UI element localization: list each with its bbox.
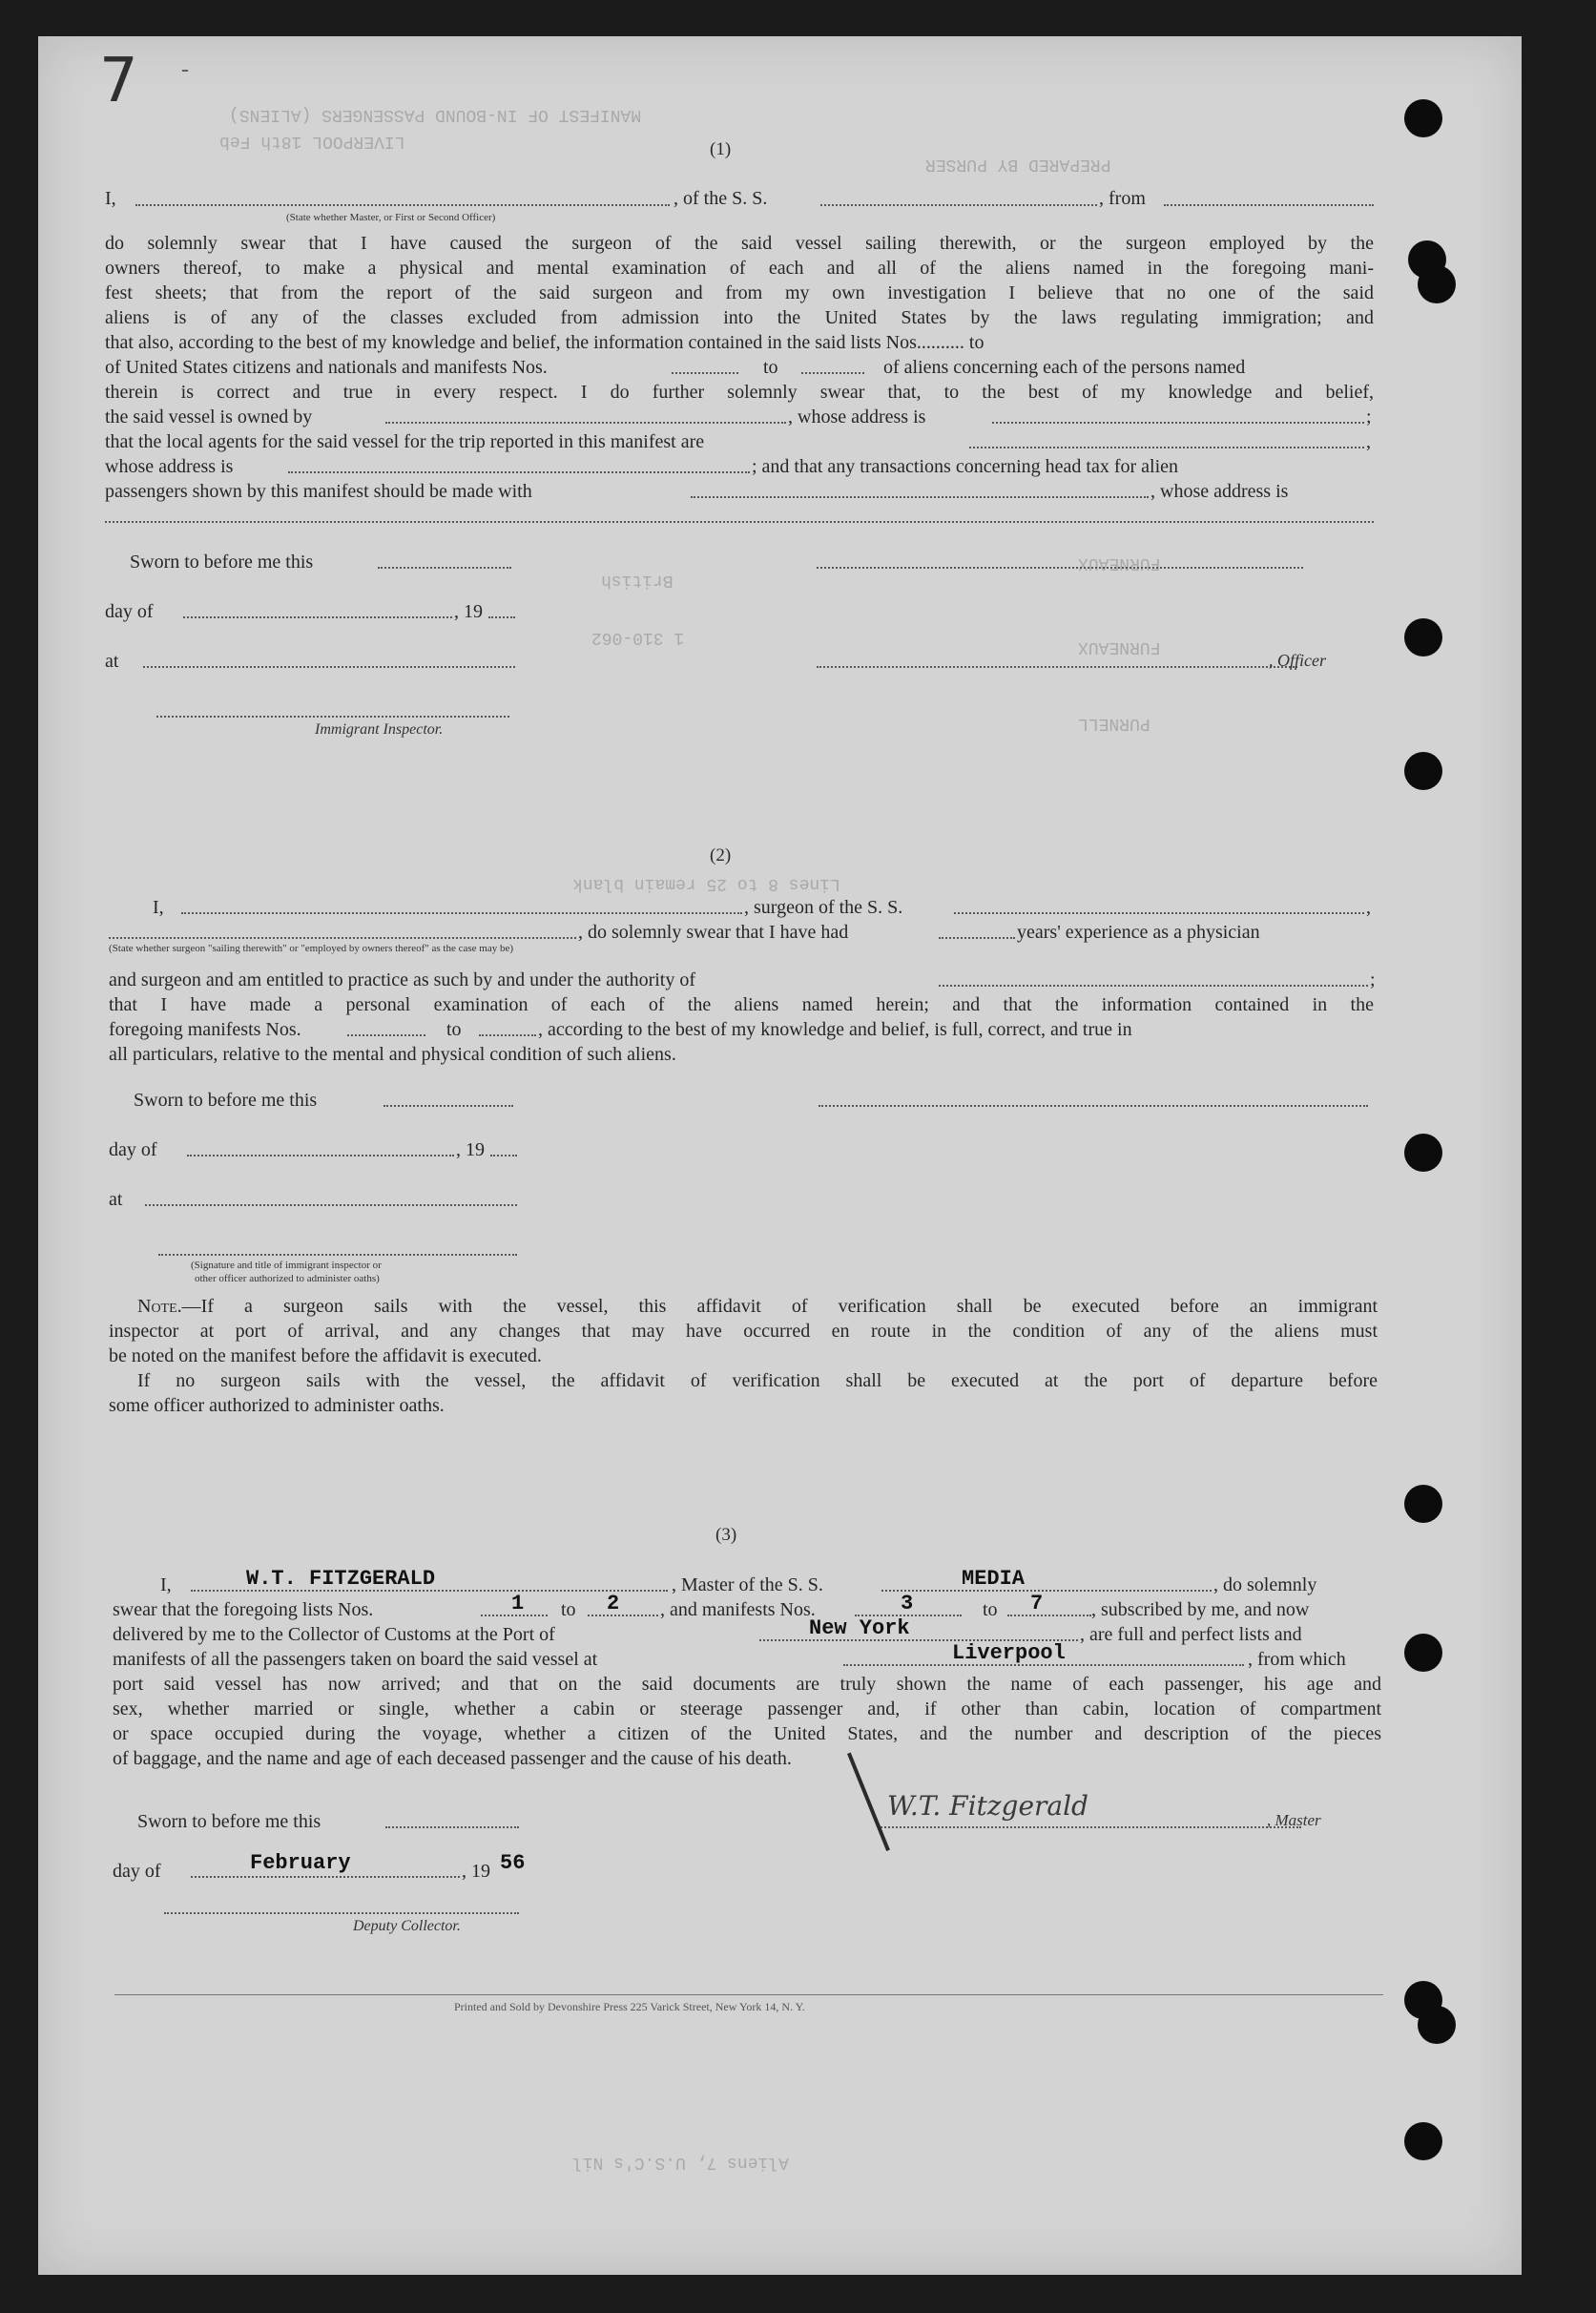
punch-hole <box>1404 1134 1442 1172</box>
top-mark: - <box>181 57 189 82</box>
s3-delivered: delivered by me to the Collector of Customs at the Port of <box>113 1624 555 1645</box>
s3-manifests-all: manifests of all the passengers taken on board the said vessel at <box>113 1649 598 1670</box>
s3-month: February <box>250 1851 351 1875</box>
s3-swear-c: , subscribed by me, and now <box>1091 1599 1310 1620</box>
s1-body-line: that also, according to the best of my knowledge and belief, the information contained in the said lists Nos.......... to <box>105 332 985 353</box>
s3-manifest-to: 7 <box>1030 1592 1044 1615</box>
s2-year-blank <box>490 1155 517 1156</box>
s1-from-label: , from <box>1099 188 1146 209</box>
s2-year-label: , 19 <box>456 1139 485 1160</box>
s1-whose-a: whose address is <box>105 456 234 477</box>
section-3-heading: (3) <box>715 1525 737 1545</box>
s1-officer-signature-blank <box>817 666 1297 668</box>
punch-hole <box>1404 1485 1442 1523</box>
s1-citizens-b: to <box>763 357 778 378</box>
s2-note2-line: If no surgeon sails with the vessel, the affidavit of verification shall be executed at the port of departure before <box>137 1370 1378 1391</box>
s1-at-label: at <box>105 651 119 672</box>
s2-sworn-blank <box>383 1105 513 1107</box>
s1-whose-b: ; and that any transactions concerning head tax for alien <box>752 456 1179 477</box>
s1-owner-blank <box>385 422 786 424</box>
punch-hole <box>1404 618 1442 656</box>
s2-sig-caption: (Signature and title of immigrant inspector or <box>191 1260 382 1271</box>
s3-ship-blank <box>881 1590 1212 1592</box>
s1-agents-b: , <box>1366 431 1371 452</box>
s2-line5-c: , according to the best of my knowledge and belief, is full, correct, and true in <box>538 1019 1132 1040</box>
s3-master-signature-blank <box>878 1826 1301 1828</box>
s3-departure: Liverpool <box>952 1641 1066 1665</box>
bleed-text: Aliens 7, U.S.C's Nil <box>572 2153 789 2172</box>
s3-day-of-label: day of <box>113 1861 161 1882</box>
s3-list-to: 2 <box>607 1592 620 1615</box>
s1-owned-c: ; <box>1366 406 1372 427</box>
manifest-page <box>38 36 1522 2275</box>
s3-oath-prefix: I, <box>160 1574 172 1595</box>
s2-line3-b: ; <box>1370 969 1376 990</box>
s3-swear-b: , and manifests Nos. <box>660 1599 816 1620</box>
punch-hole <box>1418 2006 1456 2044</box>
s1-body-line: fest sheets; that from the report of the said surgeon and from my own investigation I believe that no one of the said <box>105 282 1374 303</box>
s1-therein-line: therein is correct and true in every respect. I do further solemnly swear that, to the best of my knowledge and belief, <box>105 382 1374 403</box>
s1-ship-blank <box>820 204 1097 206</box>
s3-manifest-from: 3 <box>901 1592 914 1615</box>
s1-agent-address-blank <box>288 471 750 473</box>
s3-full-perfect: , are full and perfect lists and <box>1080 1624 1302 1645</box>
s2-surgeon-status-blank <box>109 937 576 939</box>
s1-body-line: aliens is of any of the classes excluded from admission into the United States by the laws regulating immigration; and <box>105 307 1374 328</box>
s1-inspector-label: Immigrant Inspector. <box>315 721 444 738</box>
s1-officer-blank <box>135 204 670 206</box>
s1-passengers-a: passengers shown by this manifest should be made with <box>105 481 532 502</box>
s1-of-ss-label: , of the S. S. <box>674 188 768 209</box>
section-2-heading: (2) <box>710 845 732 865</box>
s2-note-line: inspector at port of arrival, and any changes that may have occurred en route in the condition of any of the aliens must <box>109 1321 1378 1342</box>
s1-agents-a: that the local agents for the said vessel for the trip reported in this manifest are <box>105 431 705 452</box>
s2-line2-a: , do solemnly swear that I have had <box>578 922 849 943</box>
s3-body-line: sex, whether married or single, whether a cabin or steerage passenger and, if other than cabin, location of compartment <box>113 1698 1381 1719</box>
s2-note-line: be noted on the manifest before the affidavit is executed. <box>109 1345 542 1366</box>
s3-deputy-blank <box>164 1912 519 1914</box>
s2-authority-blank <box>939 985 1368 987</box>
s2-surgeon-blank <box>181 912 742 914</box>
bleed-text: LIVERPOOL 18th Feb <box>219 132 405 151</box>
s1-sworn-blank <box>378 567 511 569</box>
punch-hole <box>1404 2122 1442 2160</box>
s3-master-name: W.T. FITZGERALD <box>246 1567 436 1591</box>
s3-body-line: port said vessel has now arrived; and that on the said documents are truly shown the name of each passenger, his age and <box>113 1674 1381 1695</box>
s1-owned-b: , whose address is <box>788 406 926 427</box>
s3-do-solemnly: , do solemnly <box>1213 1574 1317 1595</box>
corner-mark: 7 <box>99 46 138 116</box>
s1-oath-prefix: I, <box>105 188 116 209</box>
s1-at-blank <box>143 666 515 668</box>
s1-owner-address-blank <box>992 422 1364 424</box>
s2-manifest-from-blank <box>347 1034 425 1036</box>
s2-caption: (State whether surgeon "sailing therewith" or "employed by owners thereof" as the case may be) <box>109 943 514 954</box>
s2-note2-line: some officer authorized to administer oaths. <box>109 1395 445 1416</box>
punch-hole <box>1404 752 1442 790</box>
punch-hole <box>1404 1634 1442 1672</box>
bleed-text: PREPARED BY PURSER <box>925 155 1111 174</box>
bleed-text: FURNEAUX <box>1078 553 1161 573</box>
s2-sig-caption: other officer authorized to administer oaths) <box>195 1273 380 1284</box>
s2-note-text: —If a surgeon sails with the vessel, this affidavit of verification shall be executed before an immigrant <box>181 1296 1378 1317</box>
s3-day-blank <box>191 1876 460 1878</box>
punch-hole <box>1418 265 1456 303</box>
bleed-text: Lines 8 to 25 remain blank <box>572 874 840 893</box>
s3-list-from: 1 <box>511 1592 525 1615</box>
s2-note-first <box>109 1294 1378 1319</box>
s3-master-signature: W.T. Fitzgerald <box>887 1790 1088 1822</box>
s1-citizens-blank <box>801 372 864 374</box>
s1-year-blank <box>488 616 515 618</box>
s2-ship-blank <box>954 912 1364 914</box>
s2-signature-blank <box>819 1105 1368 1107</box>
bleed-text: MANIFEST OF IN-BOUND PASSENGERS (ALIENS) <box>229 105 642 124</box>
s3-year-prefix: , 19 <box>462 1861 490 1882</box>
s3-to-label-2: to <box>983 1599 998 1620</box>
s2-day-of-label: day of <box>109 1139 157 1160</box>
s3-sworn-blank <box>385 1826 519 1828</box>
s1-owned-a: the said vessel is owned by <box>105 406 313 427</box>
s3-body-line: or space occupied during the voyage, whether a citizen of the United States, and the number and description of the pieces <box>113 1723 1381 1744</box>
s2-sworn-label: Sworn to before me this <box>134 1090 318 1111</box>
s3-body-line: of baggage, and the name and age of each deceased passenger and the cause of his death. <box>113 1748 792 1769</box>
s1-from-blank <box>1164 204 1374 206</box>
s1-head-tax-address-blank <box>105 521 1374 523</box>
s1-caption: (State whether Master, or First or Second Officer) <box>286 212 496 223</box>
s3-sworn-label: Sworn to before me this <box>137 1811 321 1832</box>
s2-oath-prefix: I, <box>153 897 164 918</box>
s3-to-label: to <box>561 1599 576 1620</box>
bleed-text: FURNEAUX <box>1078 637 1161 656</box>
section-1-heading: (1) <box>710 139 732 159</box>
s2-inspector-blank <box>158 1254 517 1256</box>
s1-day-blank <box>183 616 452 618</box>
s1-citizens-c: of aliens concerning each of the persons named <box>883 357 1246 378</box>
s1-agents-blank <box>969 447 1364 448</box>
footer-rule <box>114 1994 1383 1995</box>
s2-at-label: at <box>109 1189 123 1210</box>
s1-citizens-a: of United States citizens and nationals and manifests Nos. <box>105 357 548 378</box>
bleed-text: British <box>601 571 674 590</box>
s2-day-blank <box>187 1155 454 1156</box>
s1-officer-label: , Officer <box>1269 651 1326 670</box>
s2-manifest-to-blank <box>479 1034 536 1036</box>
s3-year-suffix: 56 <box>500 1851 526 1875</box>
s3-deputy-label: Deputy Collector. <box>353 1918 461 1934</box>
signature-stroke <box>847 1753 890 1851</box>
s1-citizens-blank <box>672 372 738 374</box>
s2-at-blank <box>145 1204 517 1206</box>
s2-note-label: Note. <box>137 1296 182 1317</box>
s2-years-blank <box>939 937 1015 939</box>
printer-imprint: Printed and Sold by Devonshire Press 225 Varick Street, New York 14, N. Y. <box>454 2000 805 2013</box>
s1-year-label: , 19 <box>454 601 483 622</box>
s1-body-line: owners thereof, to make a physical and mental examination of each and all of the aliens named in the foregoing mani- <box>105 258 1374 279</box>
s1-head-tax-blank <box>691 496 1149 498</box>
s3-manifest-to-blank <box>1007 1615 1091 1616</box>
s2-line3-a: and surgeon and am entitled to practice as such by and under the authority of <box>109 969 695 990</box>
bleed-text: PURNELL <box>1078 714 1150 733</box>
s3-ship-name: MEDIA <box>962 1567 1026 1591</box>
s3-port: New York <box>809 1616 910 1640</box>
punch-hole <box>1404 99 1442 137</box>
s3-swear-a: swear that the foregoing lists Nos. <box>113 1599 374 1620</box>
s2-line1-end: , <box>1366 897 1371 918</box>
s1-signature-blank <box>817 567 1303 569</box>
s2-line4: that I have made a personal examination of each of the aliens named herein; and that the information contained in the <box>109 994 1374 1015</box>
s2-line6: all particulars, relative to the mental and physical condition of such aliens. <box>109 1044 676 1065</box>
s3-master-of-ss-label: , Master of the S. S. <box>672 1574 823 1595</box>
s3-from-which: , from which <box>1248 1649 1346 1670</box>
s2-line2-b: years' experience as a physician <box>1017 922 1260 943</box>
s1-inspector-blank <box>156 716 509 718</box>
s3-list-to-blank <box>588 1615 658 1616</box>
s2-line5-b: to <box>446 1019 462 1040</box>
s3-master-label: , Master <box>1267 1811 1321 1829</box>
s1-body-line: do solemnly swear that I have caused the surgeon of the said vessel sailing therewith, or the surgeon employed by the <box>105 233 1374 254</box>
s2-line5-a: foregoing manifests Nos. <box>109 1019 301 1040</box>
s1-sworn-label: Sworn to before me this <box>130 552 314 573</box>
s1-day-of-label: day of <box>105 601 154 622</box>
s1-passengers-b: , whose address is <box>1150 481 1289 502</box>
s2-surgeon-ss-label: , surgeon of the S. S. <box>744 897 903 918</box>
bleed-text: 1 310-062 <box>591 628 685 647</box>
